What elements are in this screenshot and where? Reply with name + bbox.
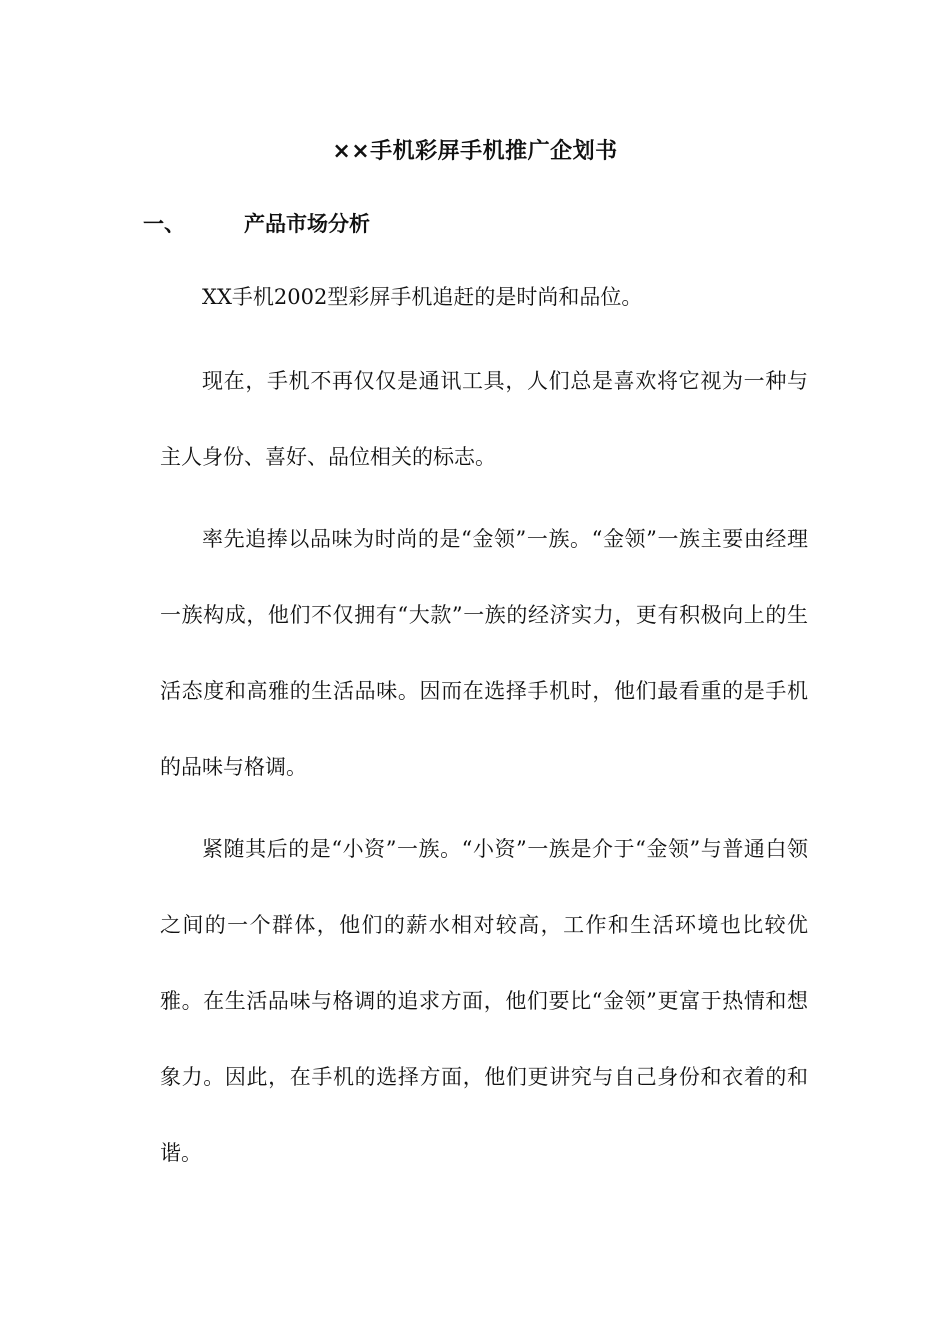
section-label: 产品市场分析: [244, 212, 370, 236]
paragraph-1: XX手机2002型彩屏手机追赶的是时尚和品位。: [202, 285, 643, 309]
document-title: ××手机彩屏手机推广企划书: [332, 139, 618, 164]
paragraph-4: 紧随其后的是“小资”一族。“小资”一族是介于“金领”与普通白领之间的一个群体，他们的薪水相对较高，工作和生活环境也比较优雅。在生活品味与格调的追求方面，他们要比“金领”更富于热情和想象力。因此，在手机的选择方面，他们更讲究与自己身份和衣着的和谐。: [160, 837, 808, 1165]
paragraph-2: 现在，手机不再仅仅是通讯工具，人们总是喜欢将它视为一种与主人身份、喜好、品位相关的标志。: [160, 369, 808, 469]
paragraph-3: 率先追捧以品味为时尚的是“金领”一族。“金领”一族主要由经理一族构成，他们不仅拥有“大款”一族的经济实力，更有积极向上的生活态度和高雅的生活品味。因而在选择手机时，他们最看重的是手机的品味与格调。: [160, 527, 808, 779]
section-number: 一、: [143, 212, 185, 236]
